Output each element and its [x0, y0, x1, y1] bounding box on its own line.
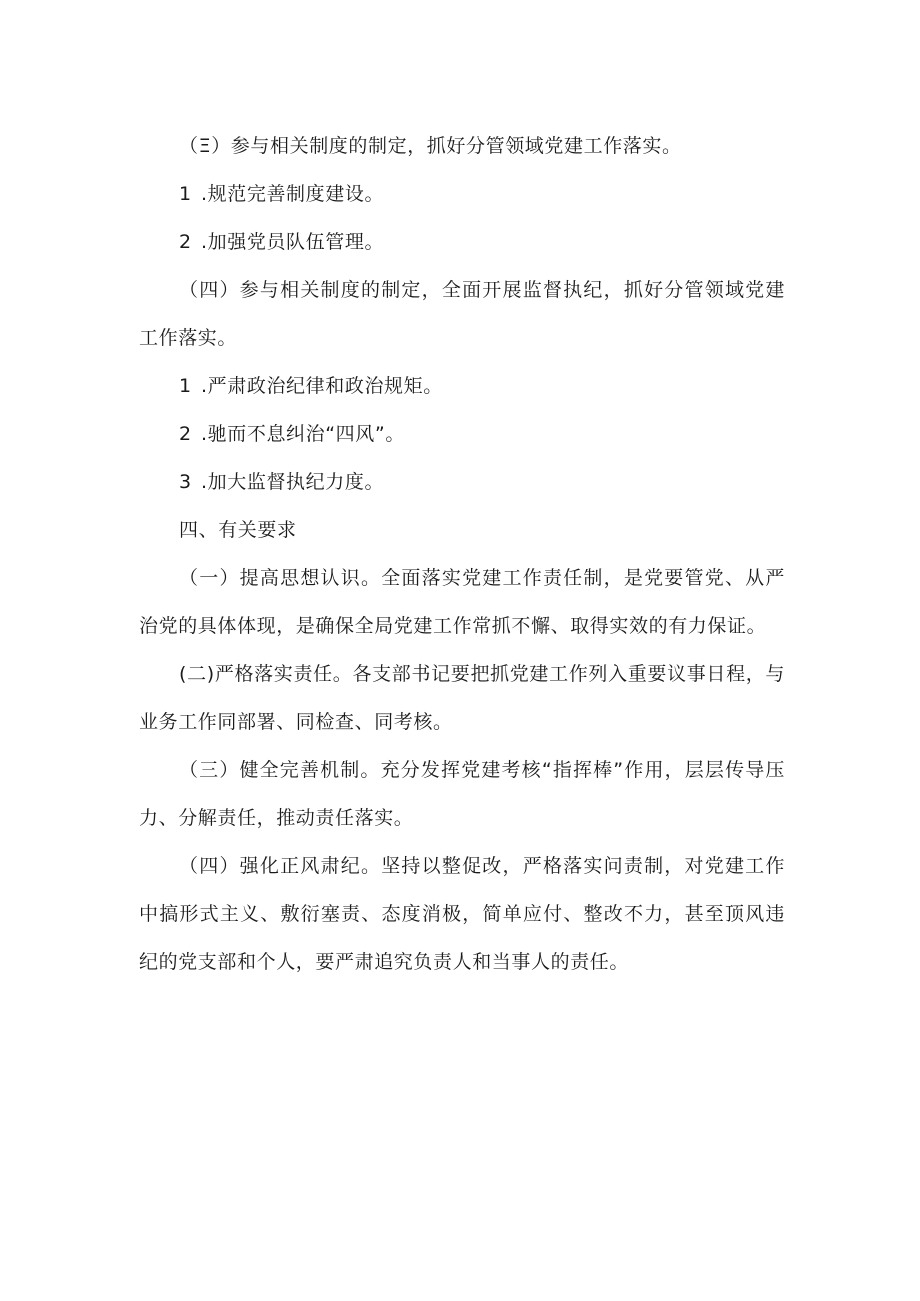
- section-4-item-1: [139, 362, 785, 410]
- item-text: .驰而不息纠治“四风”。: [201, 423, 405, 445]
- item-number: 2: [179, 231, 192, 253]
- section-3-item-1: [139, 170, 785, 218]
- requirement-2: (二)严格落实责任。各支部书记要把抓党建工作列入重要议事日程，与业务工作同部署、同检查、同考核。: [139, 663, 785, 733]
- item-number: 3: [179, 471, 192, 493]
- item-text: .加强党员队伍管理。: [201, 231, 385, 253]
- item-number: 1: [179, 183, 192, 205]
- item-number: 1: [179, 375, 192, 397]
- requirement-1: （一）提高思想认识。全面落实党建工作责任制，是党要管党、从严治党的具体体现，是确保全局党建工作常抓不懈、取得实效的有力保证。: [139, 567, 785, 637]
- section-4-item-2: [139, 410, 785, 458]
- item-text: .加大监督执纪力度。: [201, 471, 385, 493]
- section-4-item-3: [139, 458, 785, 506]
- item-number: 2: [179, 423, 192, 445]
- item-text: .规范完善制度建设。: [201, 183, 385, 205]
- section-3-item-2: [139, 218, 785, 266]
- part-4-heading: 四、有关要求: [179, 519, 297, 541]
- section-4-title: （四）参与相关制度的制定，全面开展监督执纪，抓好分管领域党建工作落实。: [139, 279, 785, 349]
- document-body: [139, 122, 785, 986]
- requirement-4: （四）强化正风肃纪。坚持以整促改，严格落实问责制，对党建工作中搞形式主义、敷衍塞责、态度消极，简单应付、整改不力，甚至顶风违纪的党支部和个人，要严肃追究负责人和当事人的责任。: [139, 855, 785, 973]
- section-3-title: （Ξ）参与相关制度的制定，抓好分管领域党建工作落实。: [179, 135, 682, 157]
- requirement-3: （三）健全完善机制。充分发挥党建考核“指挥棒”作用，层层传导压力、分解责任，推动责任落实。: [139, 759, 785, 829]
- item-text: .严肃政治纪律和政治规矩。: [201, 375, 443, 397]
